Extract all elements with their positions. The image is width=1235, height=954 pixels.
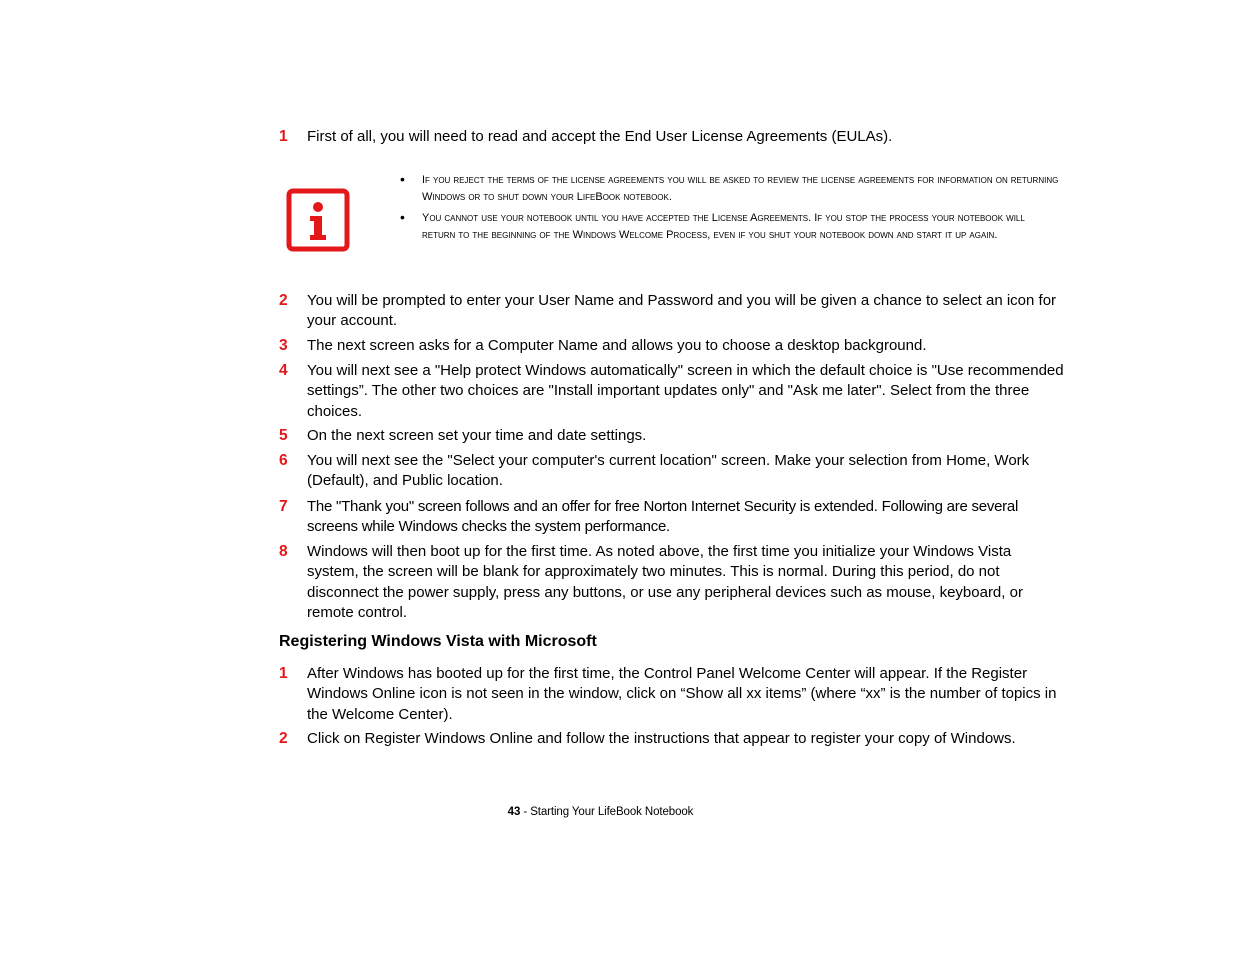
register-step-2 [279,729,1064,749]
register-step-1 [279,664,1064,725]
step-text: You will be prompted to enter your User Name and Password and you will be given a chance to select an icon for your account. [307,292,1057,330]
info-icon [286,188,350,252]
page-footer [0,806,1235,818]
step-text: On the next screen set your time and date settings. [307,427,647,444]
step-number: 7 [279,498,288,515]
bullet-icon: • [400,171,405,187]
note-bullet [400,172,1060,206]
step-text: You will next see a "Help protect Windows automatically" screen in which the default choice is "Use recommended settings”. The other two choices are "Install important updates only" and "Ask me later". Select from the three choices. [307,362,1064,420]
note-bullet-text: You cannot use your notebook until you have accepted the License Agreements. If you stop the process your notebook will return to the beginning of the Windows Welcome Process, even if you shut your notebook down and start it up again. [422,212,1025,241]
step-1-eula [279,127,1064,147]
step-7 [279,497,1064,538]
step-number: 6 [279,452,288,469]
bullet-icon: • [400,209,405,225]
step-text: Click on Register Windows Online and follow the instructions that appear to register your copy of Windows. [307,730,1016,747]
step-text: After Windows has booted up for the first time, the Control Panel Welcome Center will appear. If the Register Windows Online icon is not seen in the window, click on “Show all xx items” (where “xx” is the number of topics in the Welcome Center). [307,665,1057,723]
step-5 [279,426,1064,446]
page-number: 43 [507,806,521,818]
note-bullet-text: If you reject the terms of the license agreements you will be asked to review the license agreements for information on returning Windows or to shut down your LifeBook notebook. [422,174,1059,203]
step-number: 1 [279,128,288,145]
step-number: 4 [279,362,288,379]
step-text: The "Thank you" screen follows and an offer for free Norton Internet Security is extended. Following are several screens while Windows checks the system performance. [307,498,1019,536]
footer-title: Starting Your LifeBook Notebook [530,806,694,818]
note-bullet [400,210,1060,244]
step-text: First of all, you will need to read and accept the End User License Agreements (EULAs). [307,128,893,145]
step-number: 2 [279,292,288,309]
step-text: You will next see the "Select your computer's current location" screen. Make your selection from Home, Work (Default), and Public location. [307,452,1030,490]
step-number: 8 [279,543,288,560]
section-heading: Registering Windows Vista with Microsoft [279,633,597,650]
step-4 [279,361,1064,422]
step-3 [279,336,1064,356]
step-text: The next screen asks for a Computer Name and allows you to choose a desktop background. [307,337,927,354]
step-number: 5 [279,427,288,444]
note-bullet-list [400,172,1060,248]
step-number: 2 [279,730,288,747]
step-8 [279,542,1064,623]
step-number: 1 [279,665,288,682]
step-number: 3 [279,337,288,354]
step-2 [279,291,1064,332]
step-text: Windows will then boot up for the first time. As noted above, the first time you initialize your Windows Vista system, the screen will be blank for approximately two minutes. This is normal. During this period, do not disconnect the power supply, press any buttons, or use any peripheral devices such as mouse, keyboard, or remote control. [307,543,1023,621]
footer-separator: - [520,806,531,818]
step-6 [279,451,1064,492]
